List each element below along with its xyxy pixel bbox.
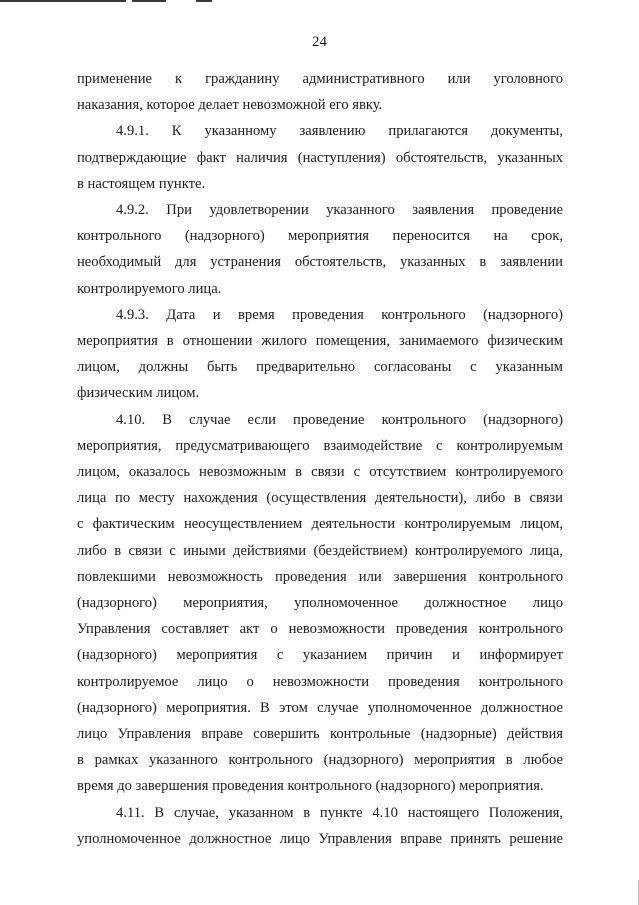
paragraph-4-9-3 <box>77 302 563 407</box>
paragraph-4-10 <box>77 407 563 800</box>
text-line: в рамках указанного контрольного (надзорного) мероприятия в любое <box>77 752 563 769</box>
text-line: лицом, оказалось невозможным в связи с отсутствием контролируемого <box>77 464 563 481</box>
text-line: лица по месту нахождения (осуществления деятельности), либо в связи <box>77 490 563 507</box>
page-number: 24 <box>312 34 327 50</box>
paragraph <box>77 66 563 118</box>
text-line: применение к гражданину административного или уголовного <box>77 71 563 87</box>
text-line: контролируемое лицо о невозможности проведения контрольного <box>77 673 563 690</box>
text-line: наказания, которое делает невозможной его явку. <box>77 97 383 114</box>
text-line: (надзорного) мероприятия с указанием причин и информирует <box>77 647 563 664</box>
text-line: контролируемого лица. <box>77 280 222 297</box>
text-line: уполномоченное должностное лицо Управления вправе принять решение <box>77 830 563 847</box>
text-line: физическим лицом. <box>77 385 200 402</box>
text-line: 4.9.1. К указанному заявлению прилагаются документы, <box>116 123 563 140</box>
scan-edge-mark <box>196 0 212 2</box>
text-line: Управления составляет акт о невозможности проведения контрольного <box>77 621 563 638</box>
text-line: время до завершения проведения контрольного (надзорного) мероприятия. <box>77 778 544 795</box>
text-line: в настоящем пункте. <box>77 175 206 192</box>
text-line: подтверждающие факт наличия (наступления) обстоятельств, указанных <box>77 149 563 166</box>
text-line: 4.10. В случае если проведение контрольного (надзорного) <box>116 411 563 428</box>
text-line: либо в связи с иными действиями (бездействием) контролируемого лица, <box>77 542 563 559</box>
text-line: лицо Управления вправе совершить контрольные (надзорные) действия <box>77 726 563 743</box>
paragraph-4-9-1 <box>77 118 563 197</box>
paragraph-4-9-2 <box>77 197 563 302</box>
text-line: (надзорного) мероприятия. В этом случае уполномоченное должностное <box>77 699 563 716</box>
text-line: 4.9.2. При удовлетворении указанного заявления проведение <box>116 202 563 219</box>
document-body <box>77 66 563 852</box>
text-line: мероприятия, предусматривающего взаимодействие с контролируемым <box>77 437 563 454</box>
text-line: лицом, должны быть предварительно согласованы с указанным <box>77 359 563 376</box>
text-line: 4.11. В случае, указанном в пункте 4.10 настоящего Положения, <box>116 804 563 821</box>
text-line: необходимый для устранения обстоятельств, указанных в заявлении <box>77 254 563 271</box>
text-line: 4.9.3. Дата и время проведения контрольного (надзорного) <box>116 306 563 323</box>
text-line: повлекшими невозможность проведения или завершения контрольного <box>77 568 563 585</box>
text-line: (надзорного) мероприятия, уполномоченное должностное лицо <box>77 595 563 612</box>
text-line: контрольного (надзорного) мероприятия переносится на срок, <box>77 228 563 245</box>
text-line: с фактическим неосуществлением деятельности контролируемым лицом, <box>77 516 563 533</box>
text-line: мероприятия в отношении жилого помещения, занимаемого физическим <box>77 333 563 350</box>
scan-edge-mark <box>132 0 166 2</box>
scan-edge-mark <box>0 0 126 2</box>
paragraph-4-11 <box>77 800 563 852</box>
